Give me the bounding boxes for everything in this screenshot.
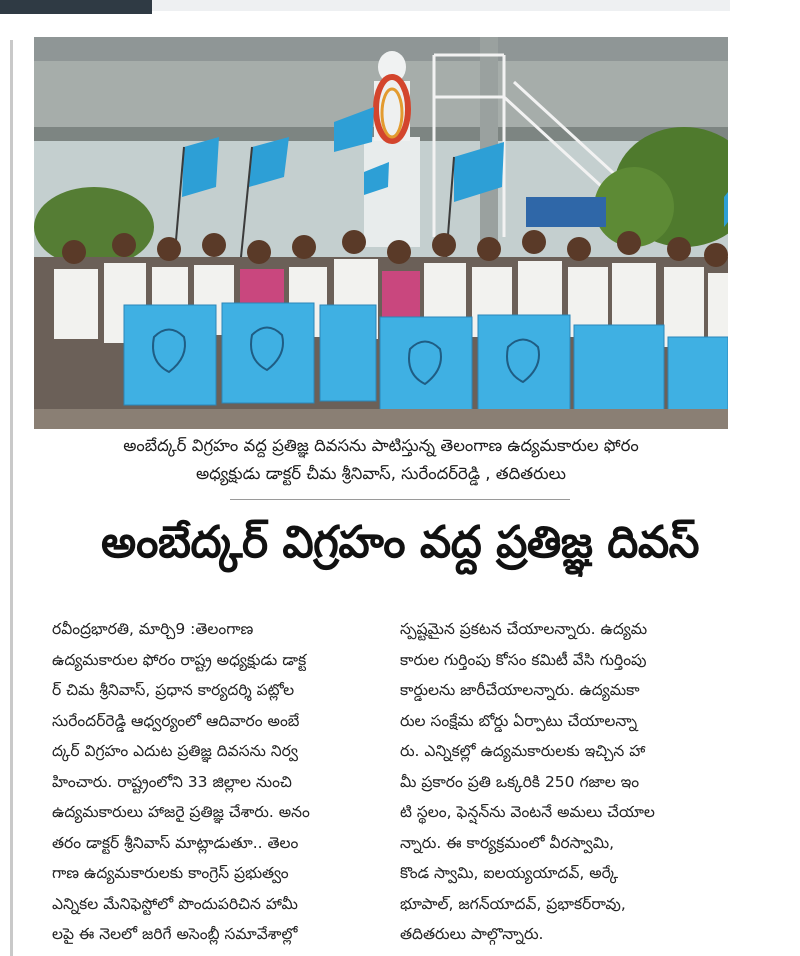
article-line: ఉద్యమకారుల ఫోరం రాష్ట్ర అధ్యక్షుడు డాక్ట xyxy=(52,650,307,669)
photo-icon xyxy=(34,37,728,429)
caption-line-1: అంబేద్కర్ విగ్రహం వద్ద ప్రతిజ్ఞ దివసను పాటిస్తున్న తెలంగాణ ఉద్యమకారుల ఫోరం xyxy=(123,436,639,455)
article-line: భూపాల్, జగన్‌యాదవ్, ప్రభాకర్‌రావు, xyxy=(400,894,626,913)
article-line: న్నారు. ఈ కార్యక్రమంలో వీరస్వామి, xyxy=(400,833,615,852)
article-line: ద్కర్ విగ్రహం ఎదుట ప్రతిజ్ఞ దివసను నిర్వ xyxy=(52,742,298,760)
article-line: కార్డులను జారీచేయాలన్నారు. ఉద్యమకా xyxy=(400,681,640,699)
top-bar xyxy=(0,0,800,14)
article-line: కొండ స్వామి, ఐలయ్యయాదవ్, అర్కే xyxy=(400,864,619,882)
article-line: ఎన్నికల మేనిఫెస్టోలో పొందుపరిచిన హామీ xyxy=(52,894,298,913)
top-bar-light-segment xyxy=(152,0,730,11)
top-bar-dark-segment xyxy=(0,0,152,14)
article-line: స్పష్టమైన ప్రకటన చేయాలన్నారు. ఉద్యమ xyxy=(400,620,648,638)
article-line: కారుల గుర్తింపు కోసం కమిటీ వేసి గుర్తింపు xyxy=(400,650,647,669)
article-line: రు. ఎన్నికల్లో ఉద్యమకారులకు ఇచ్చిన హా xyxy=(400,742,646,760)
article-line: రవీంద్రభారతి, మార్చి9 :తెలంగాణ xyxy=(52,620,254,638)
article-line: రుల సంక్షేమ బోర్డు ఏర్పాటు చేయాలన్నా xyxy=(400,711,638,730)
article-headline: అంబేద్కర్ విగ్రహం వద్ద ప్రతిజ్ఞ దివస్ xyxy=(100,517,700,568)
article-line: మీ ప్రకారం ప్రతి ఒక్కరికి 250 గజాల ఇం xyxy=(400,772,640,791)
article-line: తరం డాక్టర్ శ్రీనివాస్ మాట్లాడుతూ.. తెలం xyxy=(52,833,299,852)
article-line: ర్ చిమ శ్రీనివాస్, ప్రధాన కార్యదర్శి పట్లోల xyxy=(52,681,295,699)
article-line: సురేందర్‌రెడ్డి ఆధ్వర్యంలో ఆదివారం అంబే xyxy=(52,711,300,730)
left-column-rule xyxy=(10,40,13,956)
article-line: టి స్థలం, ఫెన్షన్‌ను వెంటనే అమలు చేయాల xyxy=(400,803,655,821)
article-column-right xyxy=(400,614,735,950)
article-line: లపై ఈ నెలలో జరిగే అసెంబ్లీ సమావేశాల్లో xyxy=(52,925,298,943)
article-line: గాణ ఉద్యమకారులకు కాంగ్రెస్ ప్రభుత్వం xyxy=(52,864,289,882)
article-line: ఉద్యమకారులు హాజరై ప్రతిజ్ఞ చేశారు. అనం xyxy=(52,803,310,821)
article-column-left xyxy=(52,614,377,950)
caption-line-2: అధ్యక్షుడు డాక్టర్ చీమ శ్రీనివాస్, సురేందర్‌రెడ్డి , తదితరులు xyxy=(195,464,567,483)
article-line: హించారు. రాష్ట్రంలోని 33 జిల్లాల నుంచి xyxy=(52,772,292,791)
photo-caption xyxy=(34,432,728,488)
caption-divider xyxy=(230,499,570,500)
news-photo xyxy=(34,37,728,429)
article-line: తదితరులు పాల్గొన్నారు. xyxy=(400,925,544,943)
